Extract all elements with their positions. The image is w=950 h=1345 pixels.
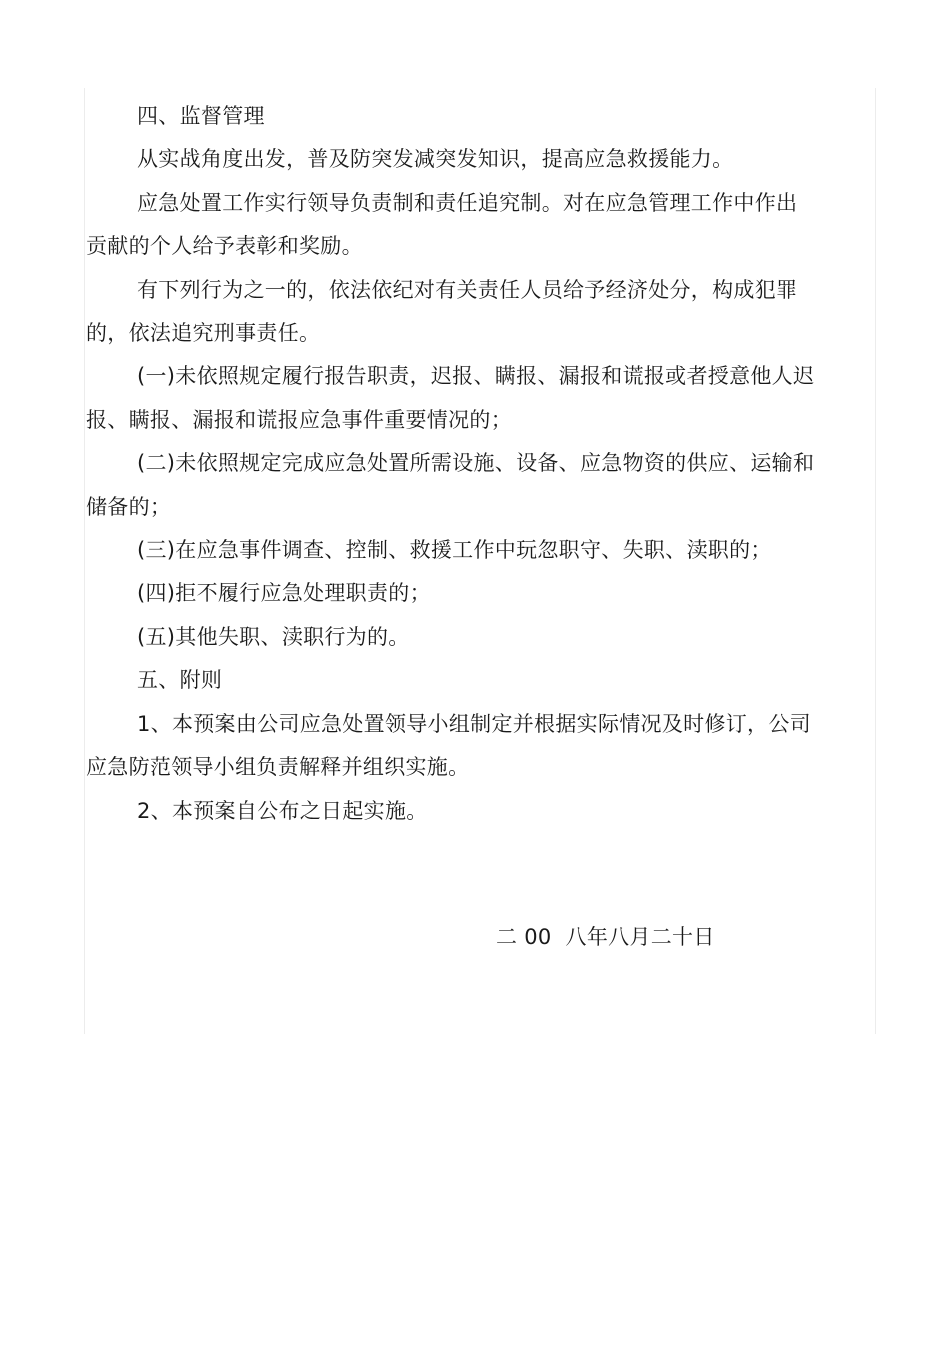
rule-item: 2、本预案自公布之日起实施。 bbox=[137, 798, 428, 823]
list-item: (二)未依照规定完成应急处置所需设施、设备、应急物资的供应、运输和储备的； bbox=[86, 451, 815, 519]
document-body bbox=[86, 95, 816, 833]
section-heading-supervision: 四、监督管理 bbox=[137, 104, 265, 128]
list-item: (三)在应急事件调查、控制、救援工作中玩忽职守、失职、渎职的； bbox=[137, 538, 772, 563]
section-heading-appendix: 五、附则 bbox=[137, 668, 223, 693]
list-item: (一)未依照规定履行报告职责，迟报、瞒报、漏报和谎报或者授意他人迟报、瞒报、漏报和谎报应急事件重要情况的； bbox=[86, 364, 815, 432]
list-item: (五)其他失职、渎职行为的。 bbox=[137, 624, 410, 649]
paragraph: 有下列行为之一的，依法依纪对有关责任人员给予经济处分，构成犯罪的，依法追究刑事责任。 bbox=[86, 277, 798, 346]
rule-item: 1、本预案由公司应急处置领导小组制定并根据实际情况及时修订，公司应急防范领导小组负责解释并组织实施。 bbox=[86, 711, 811, 780]
paragraph: 从实战角度出发，普及防突发减突发知识，提高应急救援能力。 bbox=[137, 147, 734, 172]
document-date: 二 00 八年八月二十日 bbox=[496, 925, 715, 949]
list-item: (四)拒不履行应急处理职责的； bbox=[137, 581, 431, 606]
paragraph: 应急处置工作实行领导负责制和责任追究制。对在应急管理工作中作出贡献的个人给予表彰和奖励。 bbox=[86, 190, 798, 259]
